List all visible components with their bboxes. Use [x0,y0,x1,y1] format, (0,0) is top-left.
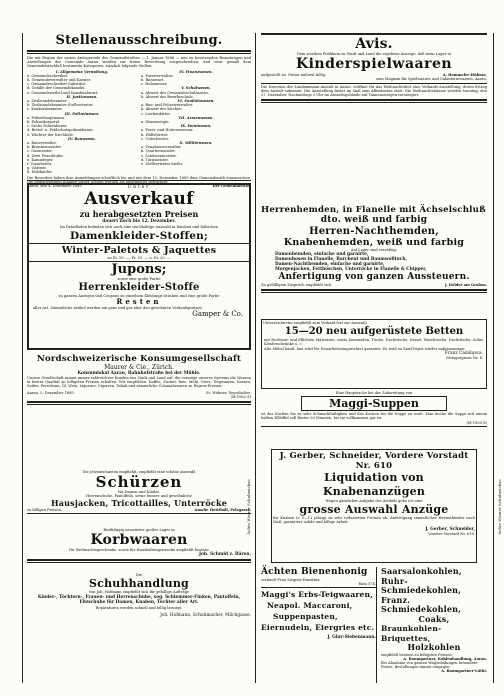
ausverkauf-unter: Unter [127,185,151,190]
hausschuhe-line3: Hausjacken, Tricottailles, Unterröcke [51,497,227,508]
kohlen-text2: Bei Abnahme von ganzen Wagenladungen besondere Preise. Bestellungen nimmt entgegen [381,660,478,670]
stellen-list-item: c. Unterförster. [141,136,170,141]
herren-line8: Damen-Nachthemden, einfache und garnirte, [275,262,385,268]
kohlen-signer: A. Baumgartner, Kohlenhandlung, Aarau. [403,656,487,661]
stellen-list-item: b. Polizeikorporal. [27,120,61,125]
konsum-date: Aarau, 5. Dezember 1885. [27,390,75,395]
liquidation-sub2: grosse Auswahl Anzüge [299,503,449,517]
stellen-list-item: b. Brunnenmeister. [27,145,62,150]
stellen-list-item: a. Zivilstandsbeamter. [27,99,68,104]
stellen-list-item: IX. Forstwesen. [180,124,212,129]
schuhhandlung-ad [27,573,251,683]
maggi-text: ist das Kochen bis zu sehr Schmackhaftigkeit und das Kochen bis die Suppe zu weiß. Man koche die Suppe mit einem halben Eßlöffel voll Butter 20 Minuten, bis sie vollkommen gar ist. [261,412,487,421]
stellen-list-item: c. Leichenbitter. [141,111,171,116]
stellen-list-item: III. Polizeiwesen. [64,111,100,116]
schuh-line2: Kinder-, Töchtern-, Frauen- und Herrenschuhe, sog. Schlemmer-Finken, Pantoffeln, Filzschuhe für Damen, Knaben, Töchter aller Art. [37,595,241,606]
maggi2-line3: Suppenpasten, [273,612,338,622]
hausschuhe-head: Die Jetztzeichneten empfiehlt, empfiehlt eine schöne Auswahl [82,470,196,474]
schuerzen-title: Schürzen [95,473,183,492]
maggi2-line2: Neapol. Maccaroni, [267,601,353,611]
jupons-line: Jupons; [111,262,167,278]
liquidation-signer2: Vordere Vorstadt Nr. 610. [428,531,475,536]
damenkleider-line: Damenkleider-Stoffen; [69,230,209,243]
herren-signer: J. Dolder am Graben. [444,283,487,288]
honig-maggi-column [261,567,377,683]
herren-line4: Knabenhemden, weiß und farbig [283,237,465,248]
stellen-signer: Der Gemeinderath. [212,184,251,189]
stellen-list-item: e. Stellvertreter hiefür. [141,162,184,167]
resten-line: Resten [116,296,162,306]
kohlen-line4: Coaks, [418,613,450,624]
schuh-line3: Reparaturen werden schnell und billig besorgt. [95,606,183,611]
liquidation-ad [246,449,502,565]
schuh-signer: Joh. Hofmann, Schuhmacher, Milchgasse. [160,612,251,618]
avis-ad [261,33,487,205]
kohlen-line3: Franz. Schmiedekohlen, [381,594,462,614]
honig-text2: Rain 574. [358,582,376,587]
stellen-list-right [141,70,251,175]
konsum-ad [27,354,251,468]
korb-signer: Joh. Schmid z. Bären. [198,552,251,558]
stellen-list-item: X. Militärwesen. [179,141,213,146]
herren-line7: Damenhosen in Flanelle, Barchent und Baumwolltuch, [275,257,408,263]
betten-signer: Franz Camilusca, [445,350,483,356]
side-text-left: Ächte Wiener Schuhwichse [246,479,252,535]
prices-line: zu Fr. 10. —, Fr. 15. — u. Fr. 20. — [107,256,171,261]
liquidation-title: Liquidation von Knabenanzügen [322,471,426,498]
stellen-list-item: a. Forst- und Holzvermesser. [141,128,194,133]
gamper-signer: Gamper & Co. [192,310,243,319]
hausschuhe-signer: Amalie Hottiball, Pelzgasse. [194,507,251,512]
herrenkleider-line: Herrenkleider-Stoffe [78,281,200,293]
stellen-list-item: c. Gasmeister. [27,149,53,154]
ausverkauf-dauert: dauert noch bis 12. Dezember. [102,219,176,224]
stellen-list-item: VI. Sanitätswesen. [177,99,215,104]
korb-head: Bestklingig assortirtes großes Lager in [103,528,175,532]
herren-line1: Herrenhemden, in Flanelle mit Ächselschluß [261,205,486,215]
stellen-intro: Die mit Beginn der neuen Amtsperiode des Gemeinderathes — 1. Januar 1886 — neu zu besetzenden Beamtungen und Anstellungen der Gemeinde Aarau werden zur freien Bewerbung ausgeschrieben, und zwar gemäß dem Gemeindebeschluß bestimmte Kategorien, nämlich folgende Stellen: [27,56,251,69]
stellen-list-item: c. Konkursbeamter. [27,107,63,112]
ausverkauf-sub: zu herabgesetzten Preisen [79,209,199,219]
stellen-list-item: I. Allgemeine Verwaltung. [55,69,109,74]
stellen-date: Aarau, den 4. Dezember 1885. [27,184,83,189]
right-column [246,33,502,683]
stellen-list-item: VII. Armenwesen. [178,115,214,120]
kinderspielwaaren-title: Kinderspielwaaren [295,56,453,73]
hausschuhe-line2: Herrenschuhe, Pantoffeln, sowie feinere und gewöhnliche [86,494,192,499]
stellen-list-item: d. Bettel- u. Feldschutzpolizeidiener. [27,128,94,133]
korb-title: Korbwaaren [90,532,188,549]
ausverkauf-text2: zu ganzen Anzügen und Coupons zu einzelnen Kleidungs-Stücken und eine große Partie [58,293,220,298]
page-frame [22,33,502,683]
hausschuhe-line4: zu billigen Preisen. [27,507,62,512]
stellen-list-item: d. Zwei Feuerläufer. [27,153,64,158]
stellen-list-item: V. Schulwesen. [181,86,211,91]
stellen-list-item: a. Abwart des Gemeindeschulhauses. [141,90,210,95]
konsum-body: Unsere Gesellschaft nimmt immer zahlreichere Kunden aus Stadt und Land auf, die vermöge unseres Systems die Waaren in bester Qualität zu billigsten Preisen erhalten. Wir empfehlen: Kaffee, Zucker, Reis, Mehl, Gries, Teigwaaren, Kerzen, Seifen, Petroleum, Öl, Wein, Liqueurs, Cigarren, Tabak und sämmtliche Colonialwaaren zu Engros-Preisen. [27,376,251,389]
betten-text2: Alte Möbel kauft, bau wird für Neuarbeitseingerichtet garantirt. Es wird zu Kauf-Depot wieder aufgenommen. [264,346,466,351]
maggi2-head: Maggi's Erbs-Teigwaaren, [261,590,373,600]
liquidation-head: J. Gerber, Schneider, Vordere Vorstadt Nr. 610 [279,451,469,471]
herren-line6: Damenhemden, einfache und garnirte, [275,252,369,258]
liquidation-text: für Knaben (v. 5—12 jährig) zu sehr reduzierten Preisen ab. Anfertigung sämmtlicher Herrenkleider nach Maß, garantiere solide und billige Arbeit. [273,516,475,525]
stellen-list-item: f. Vorarbeiter. [27,162,53,167]
stellen-list-item: h. Holzkäufer. [27,170,53,175]
maggi-head: Eine Hauptsache bei der Zubereitung von [335,391,413,395]
stellenausschreibung-ad [27,33,251,189]
kohlen-ad [381,567,487,683]
konsum-title: Nordschweizerische Konsumgesellschaft [36,354,242,364]
kohlen-signer2: A. Baumgartner-Lüthi. [441,669,487,674]
kohlen-text: empfiehlt bestens zu billigsten Preisen [381,652,452,657]
stellen-list-item: c. Sechs Polizeidiener. [27,124,68,129]
avis-signer: A. Hemmeler-Hübner, [442,73,487,78]
stellen-list-item: IV. Bauwesen. [68,136,96,141]
konsum-signer: St. Widmer, Depothalter. [206,390,251,395]
stellen-list-left [27,70,137,175]
maggi2-signer: J. Glur-Siebenmann. [327,635,376,641]
schuh-head: Die [135,573,143,577]
betten-big: 15—20 neu aufgerüstete Betten [284,326,464,338]
herren-text: Zu gefälligem Zuspruch empfiehlt sich [261,283,332,288]
avis-signer2: zum Magazin für Spielwaaren und Galanteriewaaren, Aarau. [376,77,487,82]
schuh-line1: von Joh. Hofmann empfiehlt sich für gefällige Aufträge [88,590,190,595]
kohlen-line2: Ruhr-Schmiedekohlen, [381,575,462,595]
avis-title: Avis. [261,33,487,52]
ausverkauf-intro: Im Detailladen befinden sich noch eine reichhaltige Auswahl in feinsten und hübschen [59,225,219,229]
partie-line: sowie eine große Partie [117,277,161,282]
ausverkauf-title: Ausverkauf [84,189,194,209]
maggi-ad [261,391,487,447]
stellen-list-item: a. Polizeihauptmann. [27,115,66,120]
maggi2-line4: Eiernudeln, Eiergries etc. [261,623,375,633]
stellen-list-item: a. Zeughausverwalter. [141,145,182,150]
stellen-list-item: a. Forstverwalter. [141,73,174,78]
herren-line3: Herren-Nachthemden, [309,226,439,237]
stellen-list-item: c. Holzmesser. [141,82,168,87]
herren-line5: Auf Lager sind vorräthig: [350,248,398,252]
schuh-title: Schuhhandlung [89,577,189,591]
stellen-list-item: b. Zivilstandsbeamter-Stellvertreter. [27,103,94,108]
hausschuhe-ad [27,470,251,526]
stellen-list-item: c. Gemeindeschreiber-Substitut. [27,82,87,87]
kohlen-line6: Holzkohlen [407,642,461,652]
avis-intro: Dem werthen Publikum zu Stadt und Land die ergebene Anzeige, daß mein Lager in [296,52,452,56]
betten-ad [261,319,487,389]
konsum-sub: Maurer & Cie., Zürich. [104,364,174,371]
stellen-list-item: IV. Finanzwesen. [179,69,213,74]
betten-head: Unterzeichneter empfiehlt zum Verkauf fort zur Auswahl [263,321,367,325]
maggi-ref: (M-1900-Z) [466,420,487,425]
hausschuhe-line1: für Damen und Kinder, [118,490,160,495]
stellen-list-item: II. Justizwesen. [66,94,98,99]
stellen-list-item: e. Wächter der Kirchhöfe. [27,132,74,137]
stellen-list-item: a. Bau- und Polizeiverwalter. [141,103,194,108]
korb-text: für Weihnachtsgeschenke, sowie für Haushaltungszwecke empfiehlt bestens [69,548,209,553]
stellen-closing: Die Bewerber haben ihre Anmeldungen schriftlich bis und mit dem 15. Dezember 1885 dem Gemeinderath einzureichen. Die gegenwärtigen Inhaber dieser Stellen werden als angemeldet betrachtet. [27,175,251,184]
stellen-list-item: e. Gemeindeweibel und Kanzleiabwart. [27,90,99,95]
side-text-right: Ächte Wiener Schuhwichse [496,479,502,535]
kohlen-line5: Braunkohlen-Briquettes, [381,624,442,643]
liquidation-sub: Wegen gänzlicher Aufgabe des Artikels gebe ich eine [325,499,423,503]
konsum-sub2: Konsumlokal Aarau, Bahnhofstraße bei der Mühle. [77,371,201,376]
avis-body: Die Direction der Landammann-Anstalt in Aarau, eröffnet für das Weihnachtsfest eine Verkaufs-Ausstellung, deren Ertrag dem Anstalt zukommt. Die Ausstellung findet im Saal zum Affenkasten statt. Die Weihnachtsbäume werden Sonntag, den 27. Dezember, Nachmittags 3 Uhr im Anstaltsgebäude auf Tannenzweigen versteigert. [261,84,487,98]
betten-signer2: Metzgergasse Nr. 4. [446,355,483,360]
stellen-list-item: a. Bauverwalter. [27,141,57,146]
herrenhemden-ad [261,205,487,317]
maggi-title: Maggi-Suppen [301,396,447,411]
betten-text: mit Rosthaar- und Pflichten Matratzen, sowie Kommoden, Tische, Nachttische, Sessel, Waschtische, Nachttische, Sofas, Kleiderschränke u. c. [264,338,484,347]
stellen-title: Stellenausschreibung. [55,33,223,48]
honig-text: verkauft Frau Siegrist-Hunziker, [261,578,321,582]
stellen-list-item: d. Gehilfe der Gemeindekanzlei. [27,86,86,91]
stellen-list-item: e. Kaminfeger. [27,157,54,162]
herren-line2: dto. weiß und farbig [320,215,428,225]
ausverkauf-text3: aller Art. Sämmtliche Artikel werden um ganz und gar aber den gewohnten Verkaufspreisen. [33,305,203,310]
stellen-list-item: a. Waisenvögte. [141,120,170,125]
stellen-list-item: g. Gärtner. [27,166,47,171]
herren-line9: Morgenjacken, Fetthöschen, Unterröcke in Flanelle & Chipper, [275,267,427,273]
avis-text: aufgestellt ist. Preise äußerst billig. [261,73,327,78]
divider [27,50,251,54]
stellen-list-item: b. Abwart der Bezirksschule. [141,94,194,99]
honig-title: Ächten Bienenhonig [261,567,368,577]
stellen-list-item: b. Gemeindeverwalter und Kassier. [27,78,92,83]
stellen-list-item: b. Bannwart. [141,78,165,83]
stellen-list-item: c. Schützenmeister. [141,153,177,158]
left-column [27,33,251,683]
stellen-list-item: b. Hülfsförster. [141,132,169,137]
konsum-ref: (M-1062-Z) [230,394,251,399]
stellen-list-item: a. Gemeindeschreiber. [27,73,68,78]
herren-line10: Anfertigung von ganzen Aussteuern. [278,272,470,283]
stellen-list-item: b. Abwart der Kirchen. [141,107,183,112]
korbwaaren-ad [27,528,251,570]
liquidation-signer: J. Gerber, Schneider, [425,526,475,532]
column-divider [255,33,256,683]
kohlen-line1: Saarsalonkohlen, [381,566,462,576]
ausverkauf-ad [27,183,251,350]
stellen-list-item: d. Turnmeister. [141,157,169,162]
stellen-list-item: b. Quartiermeister. [141,149,176,154]
paletots-line: Winter-Paletots & Jaquettes [61,245,217,257]
